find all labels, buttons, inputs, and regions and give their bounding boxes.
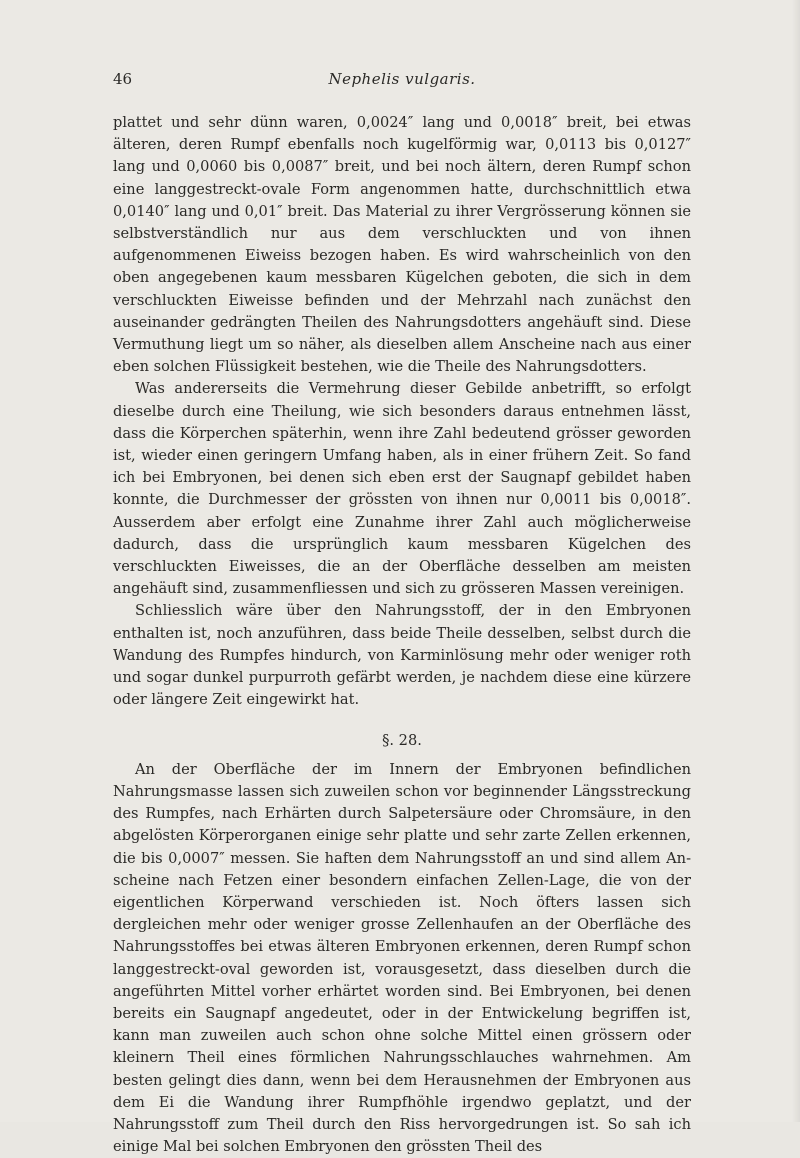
running-title: Nephelis vulgaris. [328, 70, 476, 88]
page-edge-shadow [792, 0, 800, 1122]
section-heading: §. 28. [382, 732, 422, 750]
running-head [113, 70, 691, 92]
paragraph: Was andererseits die Vermehrung dieser Gebilde anbetrifft, so erfolgt dieselbe durch eine Theilung, wie sich besonders daraus entnehmen lässt, dass die Körperchen späterhin, wenn ihre Zahl bedeutend grösser geworden ist, wieder einen geringern Umfang haben, als in einer frühern Zeit. So fand ich bei Embryonen, bei denen sich eben erst der Saugnapf gebildet haben konnte, die Durchmesser der grössten von ihnen nur 0,0011 bis 0,0018″. Ausserdem aber erfolgt eine Zunahme ihrer Zahl auch möglicherweise dadurch, dass die ursprünglich kaum messbaren Kügelchen des verschluckten Eiweisses, die an der Oberfläche desselben am meisten angehäuft sind, zusammenfliessen und sich zu grösseren Massen vereinigen. [113, 380, 691, 598]
paragraph: Schliesslich wäre über den Nahrungsstoff, der in den Embryonen enthalten ist, noch anzuführen, dass beide Theile desselben, selbst durch die Wandung des Rumpfes hindurch, von Karminlösung mehr oder weniger roth und sogar dunkel purpurroth gefärbt werden, je nachdem diese eine kürzere oder längere Zeit eingewirkt hat. [113, 602, 691, 709]
body-text [113, 112, 691, 1158]
page-number: 46 [113, 70, 133, 88]
paragraph-continued: plattet und sehr dünn waren, 0,0024″ lang und 0,0018″ breit, bei etwas älteren, deren Rumpf ebenfalls noch kugelförmig war, 0,0113 bis 0,0127″ lang und 0,0060 bis 0,0087″ breit, und bei noch ältern, deren Rumpf schon eine langgestreckt-ovale Form angenommen hatte, durchschnittlich etwa 0,0140″ lang und 0,01″ breit. Das Material zu ihrer Vergrösserung können sie selbstverständlich nur aus dem verschluckten und von ihnen aufgenommenen Eiweiss bezogen haben. Es wird wahrscheinlich von den oben angegebenen kaum messbaren Kügelchen geboten, die sich in dem verschluckten Eiweisse befinden und der Mehrzahl nach zunächst den auseinander gedrängten Theilen des Nahrungsdotters angehäuft sind. Diese Vermuthung liegt um so näher, als dieselben allem Anscheine nach aus einer eben solchen Flüssigkeit bestehen, wie die Theile des Nahrungsdotters. [113, 114, 691, 376]
paragraph: An der Oberfläche der im Innern der Embryonen befindlichen Nahrungsmasse lassen sich zuweilen schon vor beginnender Längsstreckung des Rumpfes, nach Erhärten durch Salpetersäure oder Chromsäure, in den abgelösten Körperorganen einige sehr platte und sehr zarte Zellen erkennen, die bis 0,0007″ messen. Sie haften dem Nahrungsstoff an und sind allem Anscheine nach Fetzen einer besondern einfachen Zellen-Lage, die von der eigentlichen Körperwand verschieden ist. Noch öfters lassen sich dergleichen mehr oder weniger grosse Zellenhaufen an der Oberfläche des Nahrungsstoffes bei etwas älteren Embryonen erkennen, deren Rumpf schon langgestreckt-oval geworden ist, vorausgesetzt, dass dieselben durch die angeführten Mittel vorher erhärtet worden sind. Bei Embryonen, bei denen bereits ein Saugnapf angedeutet, oder in der Entwickelung begriffen ist, kann man zuweilen auch schon ohne solche Mittel einen grössern oder kleinern Theil eines förmlichen Nahrungsschlauches wahrnehmen. Am besten gelingt dies dann, wenn bei dem Herausnehmen der Embryonen aus dem Ei die Wandung ihrer Rumpfhöhle irgendwo geplatzt, und der Nahrungsstoff zum Theil durch den Riss hervorgedrungen ist. So sah ich einige Mal bei solchen Embryonen den grössten Theil des [113, 760, 691, 1156]
